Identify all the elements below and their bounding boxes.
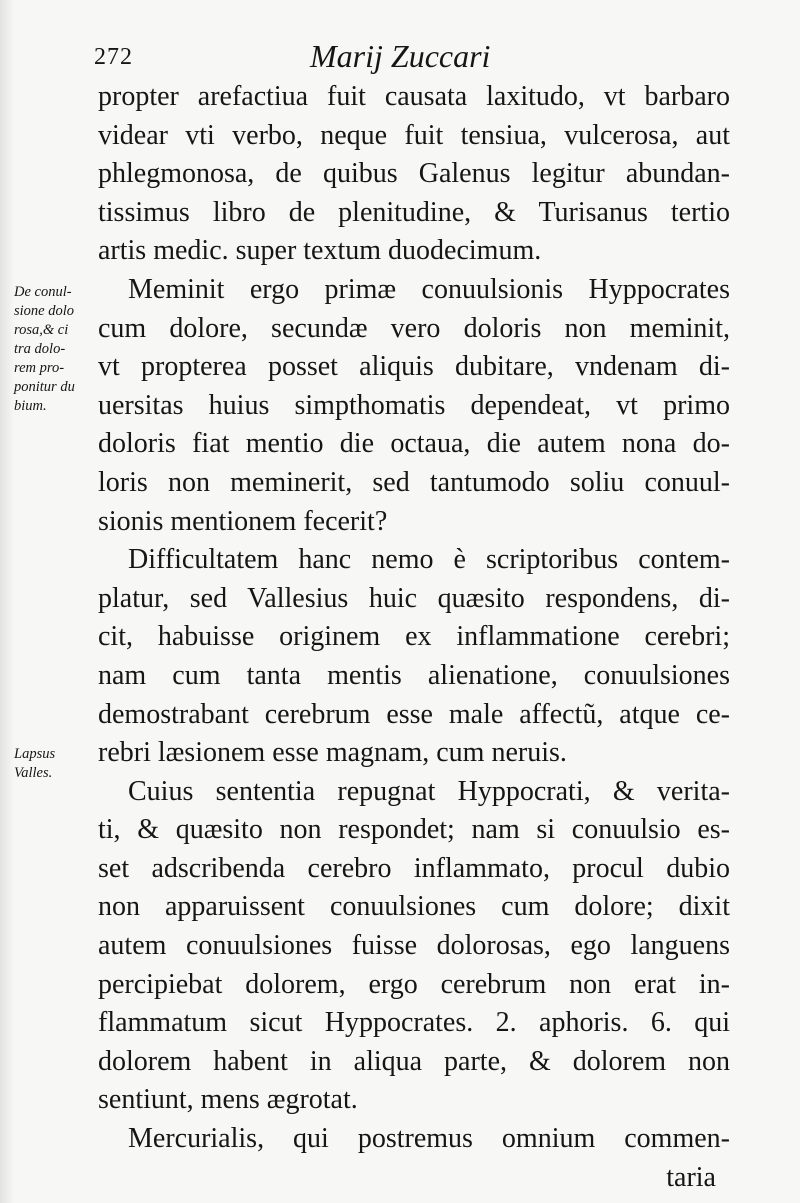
text-line: autem conuulsiones fuisse dolorosas, ego languens: [98, 930, 730, 962]
text-line: vt propterea posset aliquis dubitare, vndenam di-: [98, 351, 730, 383]
catchword: taria: [666, 1161, 716, 1193]
body-text: [98, 78, 730, 1197]
text-line: cit, habuisse originem ex inflammatione cerebri;: [98, 621, 730, 653]
text-line: flammatum sicut Hyppocrates. 2. aphoris. 6. qui: [98, 1007, 730, 1039]
text-line: doloris fiat mentio die octaua, die autem nona do-: [98, 428, 730, 460]
text-line: phlegmonosa, de quibus Galenus legitur abundan-: [98, 158, 730, 190]
text-line: platur, sed Vallesius huic quæsito respondens, di-: [98, 582, 730, 614]
paragraph-first-line: Mercurialis, qui postremus omnium commen-: [128, 1123, 730, 1155]
text-line: ti, & quæsito non respondet; nam si conuulsio es-: [98, 814, 730, 846]
text-line: loris non meminerit, sed tantumodo soliu conuul-: [98, 466, 730, 498]
margin-note-line: bium.: [14, 398, 47, 414]
text-line: sionis mentionem fecerit?: [98, 505, 388, 537]
text-line: set adscribenda cerebro inflammato, procul dubio: [98, 852, 730, 884]
margin-note-line: Lapsus: [14, 746, 56, 762]
text-line: artis medic. super textum duodecimum.: [98, 235, 542, 267]
margin-note: [14, 745, 98, 783]
text-line: non apparuissent conuulsiones cum dolore; dixit: [98, 891, 730, 923]
page-number: 272: [94, 44, 133, 70]
text-line: tissimus libro de plenitudine, & Turisanus tertio: [98, 196, 730, 228]
margin-note-line: sione dolo: [14, 303, 75, 319]
margin-note-line: rem pro-: [14, 360, 65, 376]
margin-note: [14, 283, 98, 416]
text-line: dolorem habent in aliqua parte, & dolorem non: [98, 1045, 730, 1077]
margin-note-line: De conul-: [14, 284, 72, 300]
text-line: uersitas huius simpthomatis dependeat, vt primo: [98, 389, 730, 421]
text-line: videar vti verbo, neque fuit tensiua, vulcerosa, aut: [98, 119, 730, 151]
running-title: Marij Zuccari: [310, 38, 491, 74]
text-line: cum dolore, secundæ vero doloris non meminit,: [98, 312, 730, 344]
margin-note-line: rosa,& ci: [14, 322, 69, 338]
margin-note-line: Valles.: [14, 765, 53, 781]
margin-note-line: tra dolo-: [14, 341, 66, 357]
paragraph-first-line: Difficultatem hanc nemo è scriptoribus contem-: [128, 544, 730, 576]
text-line: rebri læsionem esse magnam, cum neruis.: [98, 737, 567, 769]
text-line: demostrabant cerebrum esse male affectũ, atque ce-: [98, 698, 730, 730]
paragraph-first-line: Meminit ergo primæ conuulsionis Hyppocrates: [128, 273, 730, 305]
margin-note-line: ponitur du: [14, 379, 75, 395]
page-shadow-edge: [0, 0, 14, 1203]
text-line: sentiunt, mens ægrotat.: [98, 1084, 358, 1116]
text-line: nam cum tanta mentis alienatione, conuulsiones: [98, 659, 730, 691]
text-line: propter arefactiua fuit causata laxitudo, vt barbaro: [98, 81, 730, 112]
paragraph-first-line: Cuius sententia repugnat Hyppocrati, & verita-: [128, 775, 730, 807]
text-line: percipiebat dolorem, ergo cerebrum non erat in-: [98, 968, 730, 1000]
running-head: [94, 38, 714, 78]
